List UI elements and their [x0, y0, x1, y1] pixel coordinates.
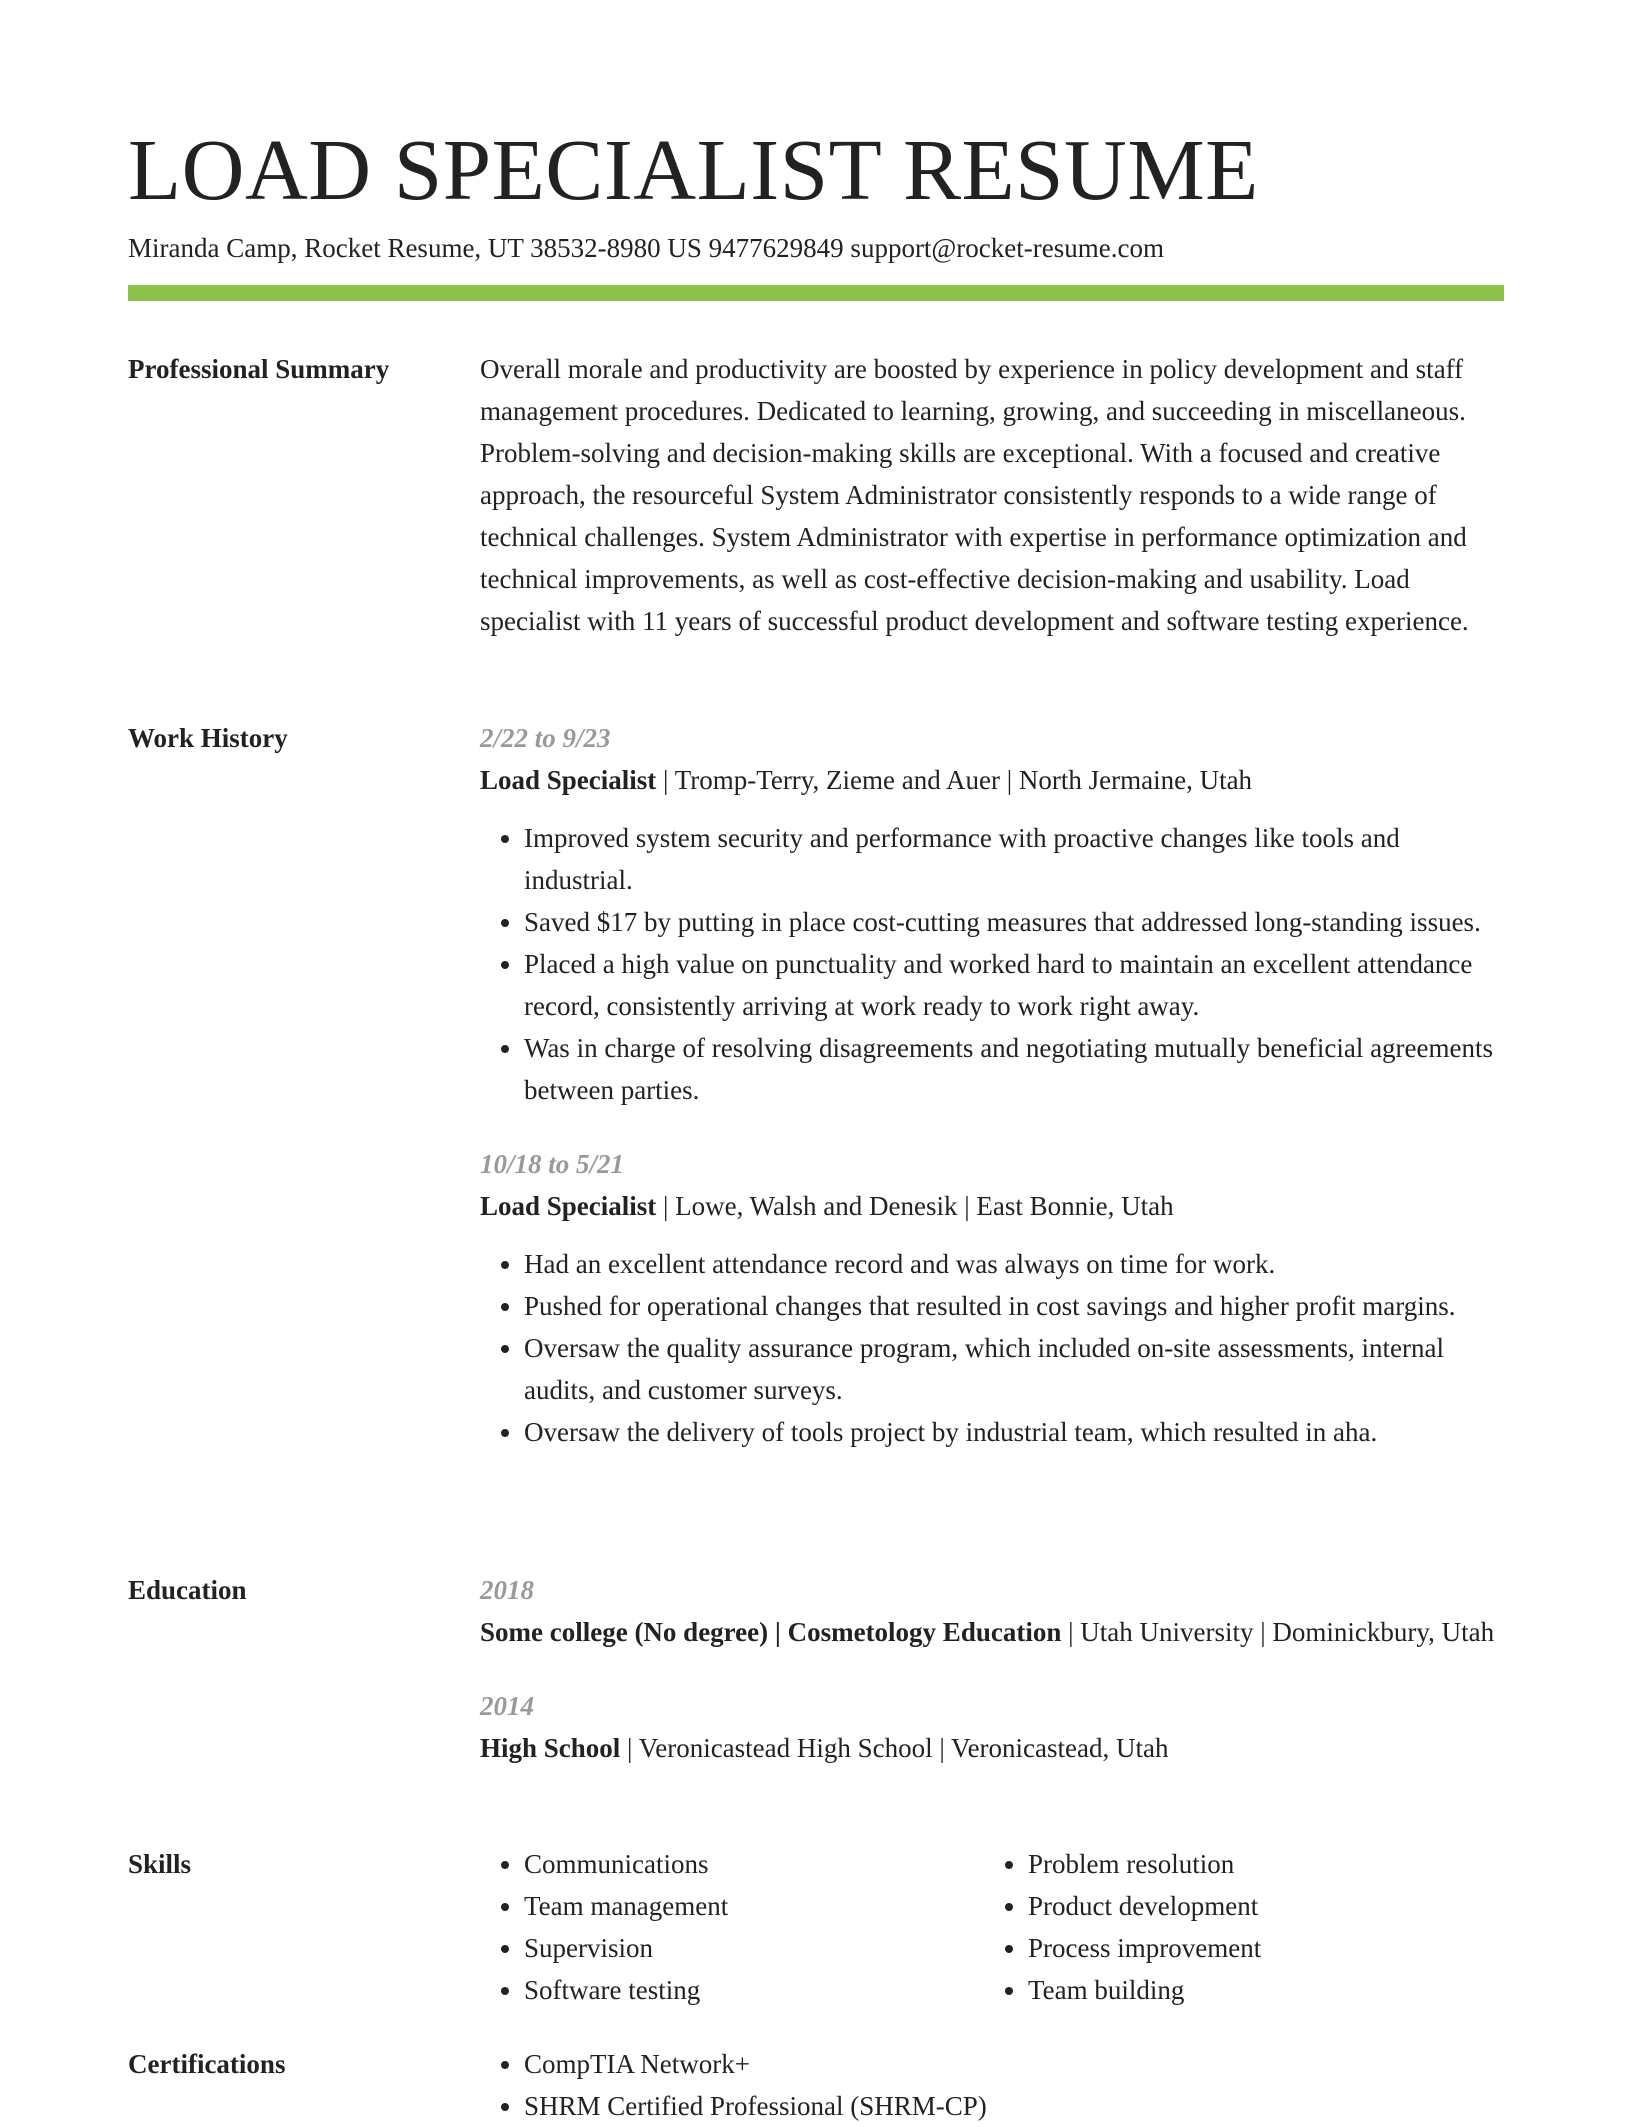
job-details: | Lowe, Walsh and Denesik | East Bonnie, Utah: [656, 1191, 1174, 1221]
work-history-heading: Work History: [128, 723, 288, 753]
accent-divider: [128, 285, 1504, 301]
education-year: 2014: [480, 1691, 534, 1721]
certifications-heading: Certifications: [128, 2049, 286, 2079]
education-year: 2018: [480, 1575, 534, 1605]
education-line: [480, 1727, 1504, 1769]
job-bullet: • Improved system security and performance with proactive changes like tools and industrial.: [524, 817, 1504, 901]
skill-item: • Communications: [524, 1843, 984, 1885]
education-degree: Some college (No degree) | Cosmetology Education: [480, 1617, 1062, 1647]
resume-title: LOAD SPECIALIST RESUME: [128, 121, 1259, 218]
job-role-line: [480, 759, 1504, 801]
skill-item: • Team building: [1028, 1969, 1488, 2011]
certifications-list: [480, 2043, 1504, 2127]
skills-grid: [480, 1843, 1504, 2011]
job-bullets: [480, 1243, 1504, 1453]
job-bullet: • Had an excellent attendance record and was always on time for work.: [524, 1243, 1504, 1285]
job-bullets: [480, 817, 1504, 1111]
job-entry: [480, 1143, 1504, 1453]
summary-heading: Professional Summary: [128, 354, 390, 384]
education-details: | Utah University | Dominickbury, Utah: [1061, 1617, 1495, 1647]
skill-item: • Product development: [1028, 1885, 1488, 1927]
summary-text: Overall morale and productivity are boosted by experience in policy development and staff management procedures. Dedicated to learning, growing, and succeeding in miscellaneous. Problem-solving and decision-making skills are exceptional. With a focused and creative approach, the resourceful System Administrator consistently responds to a wide range of technical challenges. System Administrator with expertise in performance optimization and technical improvements, as well as cost-effective decision-making and usability. Load specialist with 11 years of successful product development and software testing experience.: [480, 354, 1469, 636]
job-dates: 2/22 to 9/23: [480, 723, 611, 753]
education-heading: Education: [128, 1575, 247, 1605]
skill-item: • Problem resolution: [1028, 1843, 1488, 1885]
certification-item: • CompTIA Network+: [524, 2043, 1504, 2085]
skill-item: • Team management: [524, 1885, 984, 1927]
education-entry: [480, 1569, 1504, 1653]
job-bullet: • Saved $17 by putting in place cost-cutting measures that addressed long-standing issues.: [524, 901, 1504, 943]
job-title: Load Specialist: [480, 765, 657, 795]
skills-column-left: [480, 1843, 984, 2011]
job-bullet: • Was in charge of resolving disagreements and negotiating mutually beneficial agreements between parties.: [524, 1027, 1504, 1111]
education-line: [480, 1611, 1504, 1653]
certification-item: • SHRM Certified Professional (SHRM-CP): [524, 2085, 1504, 2127]
skills-column-right: [984, 1843, 1488, 2011]
skills-heading: Skills: [128, 1849, 192, 1879]
skill-item: • Software testing: [524, 1969, 984, 2011]
skill-item: • Process improvement: [1028, 1927, 1488, 1969]
education-entry: [480, 1685, 1504, 1769]
job-bullet: • Pushed for operational changes that resulted in cost savings and higher profit margins.: [524, 1285, 1504, 1327]
job-dates: 10/18 to 5/21: [480, 1149, 625, 1179]
job-bullet: • Oversaw the delivery of tools project by industrial team, which resulted in aha.: [524, 1411, 1504, 1453]
contact-line: Miranda Camp, Rocket Resume, UT 38532-8980 US 9477629849 support@rocket-resume.com: [128, 233, 1164, 263]
education-degree: High School: [480, 1733, 621, 1763]
job-title: Load Specialist: [480, 1191, 657, 1221]
skill-item: • Supervision: [524, 1927, 984, 1969]
job-bullet: • Placed a high value on punctuality and worked hard to maintain an excellent attendance record, consistently arriving at work ready to work right away.: [524, 943, 1504, 1027]
job-bullet: • Oversaw the quality assurance program, which included on-site assessments, internal audits, and customer surveys.: [524, 1327, 1504, 1411]
education-details: | Veronicastead High School | Veronicastead, Utah: [620, 1733, 1169, 1763]
job-role-line: [480, 1185, 1504, 1227]
job-entry: [480, 717, 1504, 1111]
job-details: | Tromp-Terry, Zieme and Auer | North Jermaine, Utah: [656, 765, 1253, 795]
